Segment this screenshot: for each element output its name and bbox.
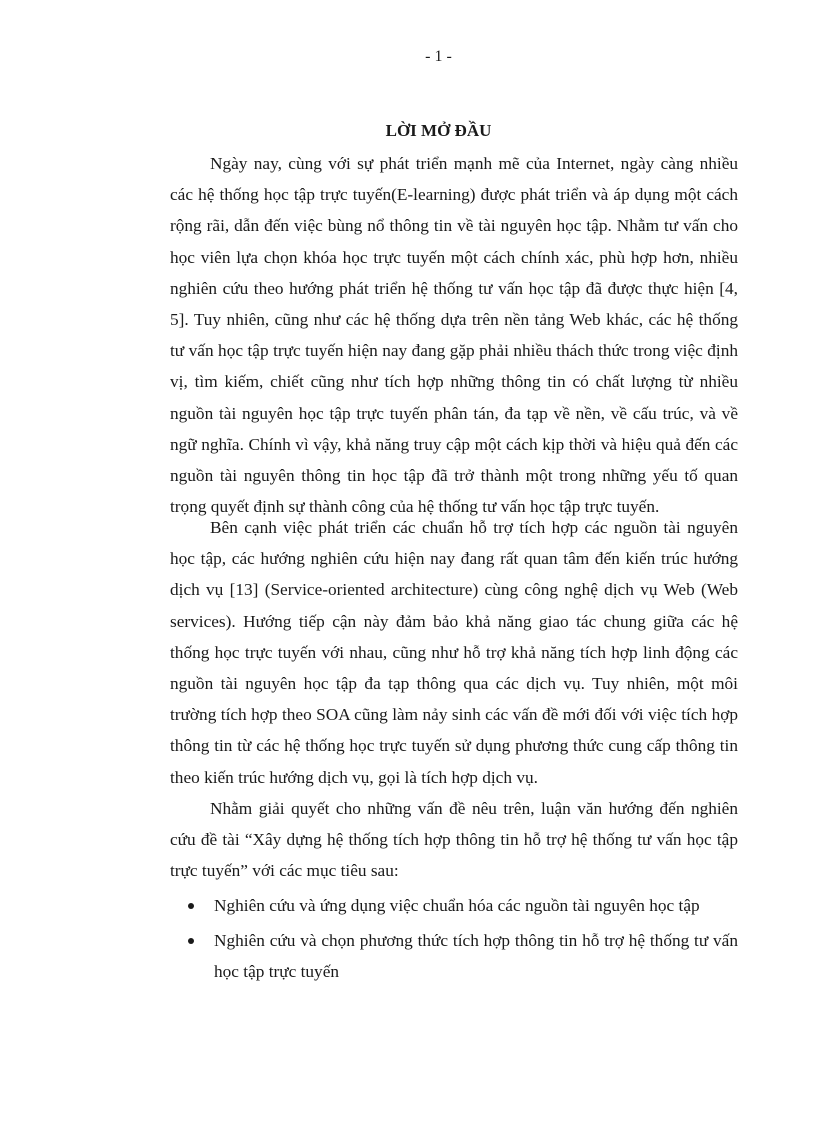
paragraph-text: Ngày nay, cùng với sự phát triển mạnh mẽ của Internet, ngày càng nhiều các hệ thống học tập trực tuyến(E-learning) được phát triển và áp dụng một cách rộng rãi, dẫn đến việc bùng nổ thông tin về tài nguyên học tập. Nhằm tư vấn cho học viên lựa chọn khóa học trực tuyến một cách chính xác, phù hợp hơn, nhiều nghiên cứu theo hướng phát triển hệ thống tư vấn học tập đã được thực hiện [4, 5]. Tuy nhiên, cũng như các hệ thống dựa trên nền tảng Web khác, các hệ thống tư vấn học tập trực tuyến hiện nay đang gặp phải nhiều thách thức trong việc định vị, tìm kiếm, chiết cũng như tích hợp những thông tin có chất lượng từ nhiều nguồn tài nguyên học tập trực tuyến phân tán, đa tạp về nền, về cấu trúc, và về ngữ nghĩa. Chính vì vậy, khả năng truy cập một cách kịp thời và hiệu quả đến các nguồn tài nguyên thông tin học tập đã trở thành một trong những yếu tố quan trọng quyết định sự thành công của hệ thống tư vấn học tập trực tuyến. [170,154,738,517]
paragraph-text: Nhằm giải quyết cho những vấn đề nêu trên, luận văn hướng đến nghiên cứu đề tài “Xây dựng hệ thống tích hợp thông tin hỗ trợ hệ thống tư vấn học tập trực tuyến” với các mục tiêu sau: [170,799,738,881]
objectives-list [170,890,738,992]
paragraph-objectives [170,793,738,887]
page-title: LỜI MỞ ĐẦU [385,121,492,140]
list-item-text: Nghiên cứu và ứng dụng việc chuẩn hóa các nguồn tài nguyên học tập [214,896,700,915]
paragraph-text: Bên cạnh việc phát triển các chuẩn hỗ trợ tích hợp các nguồn tài nguyên học tập, các hướng nghiên cứu hiện nay đang rất quan tâm đến kiến trúc hướng dịch vụ [13] (Service-oriented architecture) cùng công nghệ dịch vụ Web (Web services). Hướng tiếp cận này đảm bảo khả năng giao tác chung giữa các hệ thống học trực tuyến với nhau, cũng như hỗ trợ khả năng tích hợp linh động các nguồn tài nguyên học tập đa tạp thông qua các dịch vụ. Tuy nhiên, một môi trường tích hợp theo SOA cũng làm nảy sinh các vấn đề mới đối với việc tích hợp thông tin từ các hệ thống học trực tuyến sử dụng phương thức cung cấp thông tin theo kiến trúc hướng dịch vụ, gọi là tích hợp dịch vụ. [170,518,738,787]
paragraph-soa [170,512,738,793]
list-item [170,890,738,921]
page-number: - 1 - [425,48,452,65]
list-item [170,925,738,987]
paragraph-intro [170,148,738,522]
bullet-icon [188,903,194,909]
list-item-text: Nghiên cứu và chọn phương thức tích hợp thông tin hỗ trợ hệ thống tư vấn học tập trực tuyến [214,931,738,982]
bullet-icon [188,938,194,944]
